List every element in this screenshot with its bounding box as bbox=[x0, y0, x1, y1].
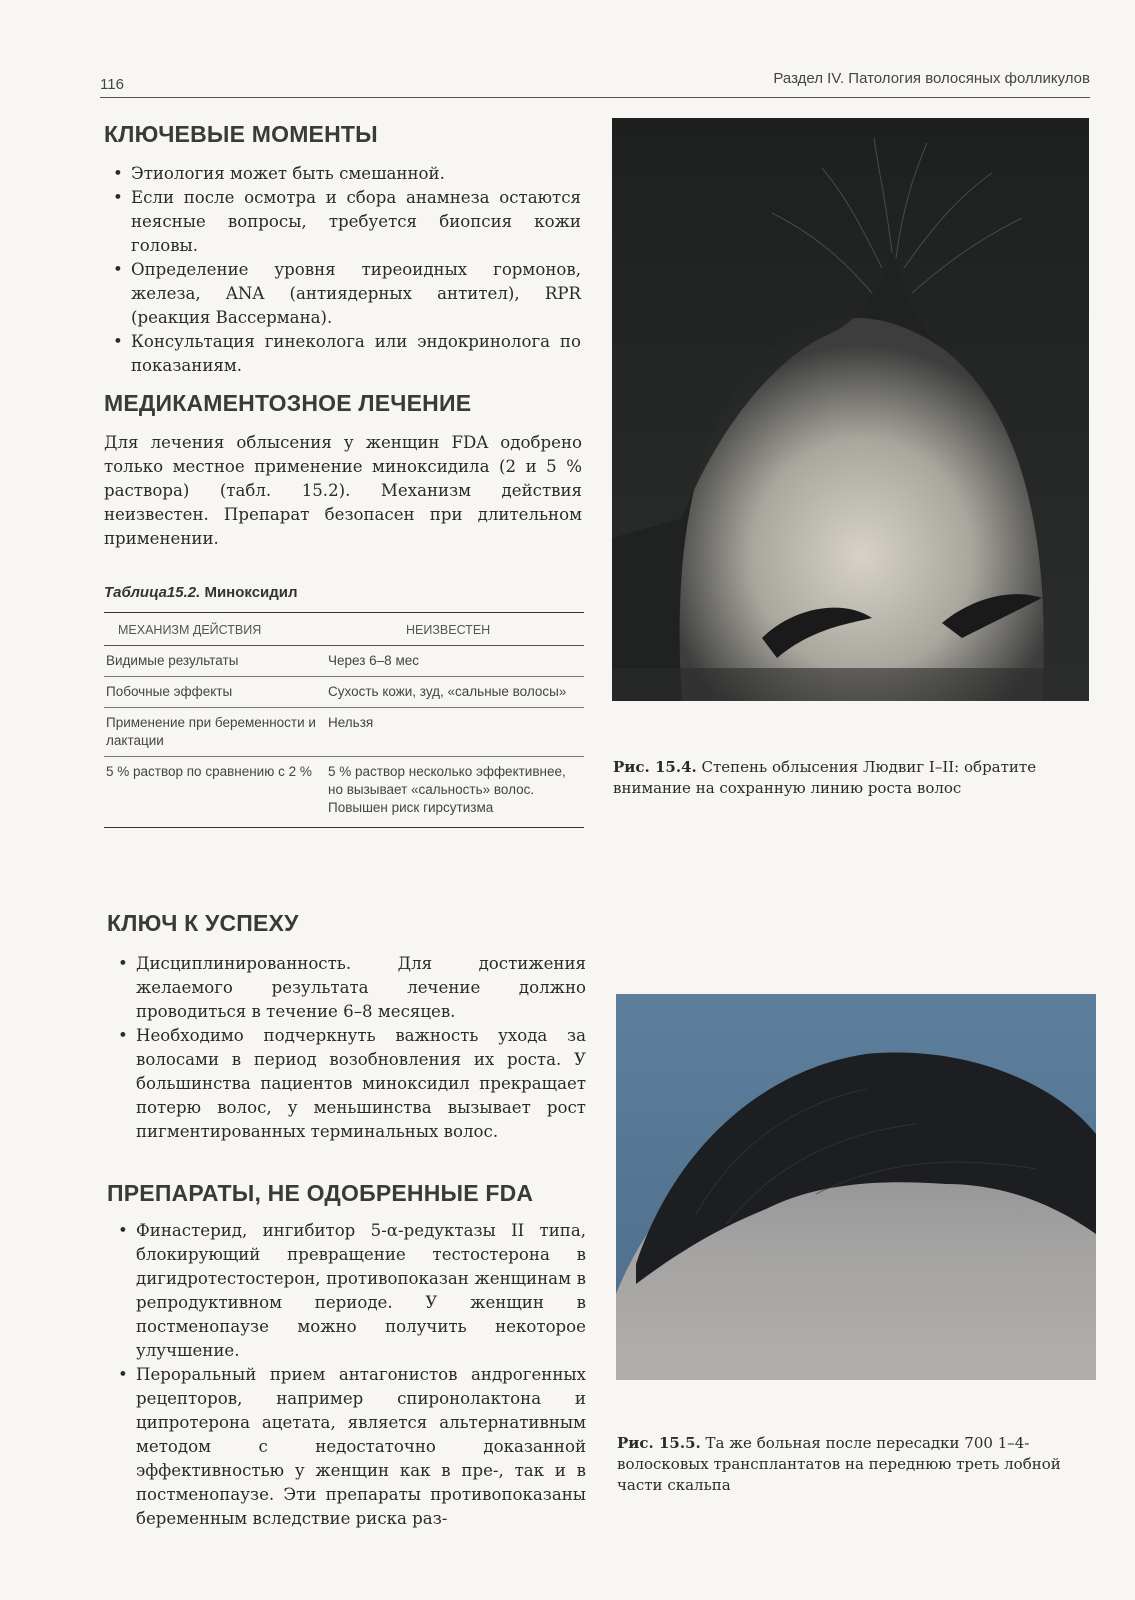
figure-label: Рис. 15.4. bbox=[613, 758, 697, 776]
forehead-photo-after-image bbox=[616, 994, 1096, 1380]
list-item: • Этиология может быть смешанной. bbox=[111, 162, 581, 186]
table-row bbox=[104, 677, 584, 708]
list-item: • Если после осмотра и сбора анамнеза остаются неясные вопросы, требуется биопсия кожи головы. bbox=[111, 186, 581, 258]
list-item: • Необходимо подчеркнуть важность ухода за волосами в период возобновления их роста. У большинства пациентов миноксидил прекращает потерю волос, у меньшинства вызывает рост пигментированных терминальных волос. bbox=[116, 1024, 586, 1144]
table-row bbox=[104, 708, 584, 757]
table-cell: Применение при беременности и лактации bbox=[104, 708, 328, 757]
table-cell: Через 6–8 мес bbox=[328, 646, 584, 677]
figure-caption bbox=[617, 1433, 1101, 1496]
list-item: • Дисциплинированность. Для достижения желаемого результата лечение должно проводиться в течение 6–8 месяцев. bbox=[116, 952, 586, 1024]
list-item: • Определение уровня тиреоидных гормонов, железа, ANA (антиядерных антител), RPR (реакция Вассермана). bbox=[111, 258, 581, 330]
forehead-photo-after bbox=[616, 994, 1096, 1380]
key-points-heading: КЛЮЧЕВЫЕ МОМЕНТЫ bbox=[104, 121, 378, 147]
table-cell: 5 % раствор по сравнению с 2 % bbox=[106, 764, 312, 779]
page-number: 116 bbox=[100, 76, 124, 93]
table-cell: Нельзя bbox=[328, 708, 584, 757]
list-item: • Пероральный прием антагонистов андрогенных рецепторов, например спиронолактона и ципротерона ацетата, является альтернативным методом с недостаточно доказанной эффективностью у женщин как в пре-, так и в постменопаузе. Эти препараты противопоказаны беременным вследствие риска раз- bbox=[116, 1363, 586, 1531]
forehead-photo-before-image bbox=[612, 118, 1089, 701]
table-row bbox=[104, 646, 584, 677]
drug-treatment-heading: МЕДИКАМЕНТОЗНОЕ ЛЕЧЕНИЕ bbox=[104, 390, 472, 416]
table-title: Миноксидил bbox=[204, 584, 298, 601]
figure-label: Рис. 15.5. bbox=[617, 1434, 701, 1452]
table-header-cell: МЕХАНИЗМ ДЕЙСТВИЯ bbox=[104, 613, 328, 646]
table-number: Таблица15.2. bbox=[104, 584, 201, 601]
success-key-heading: КЛЮЧ К УСПЕХУ bbox=[107, 910, 299, 936]
figure-caption-text: Степень облысения Людвиг I–II: обратите внимание на сохранную линию роста волос bbox=[613, 758, 1037, 797]
table-header-row bbox=[104, 613, 584, 646]
header-rule bbox=[100, 97, 1090, 98]
figure-caption bbox=[613, 757, 1091, 799]
list-item: • Консультация гинеколога или эндокринолога по показаниям. bbox=[111, 330, 581, 378]
running-header: Раздел IV. Патология волосяных фолликулов bbox=[773, 70, 1090, 87]
table-cell: Побочные эффекты bbox=[104, 677, 328, 708]
figure-caption-text: Та же больная после пересадки 700 1–4-волосковых трансплантатов на переднюю треть лобной части скальпа bbox=[617, 1434, 1061, 1494]
success-key-list bbox=[116, 952, 586, 1144]
table-cell: Видимые результаты bbox=[104, 646, 328, 677]
non-fda-heading: ПРЕПАРАТЫ, НЕ ОДОБРЕННЫЕ FDA bbox=[107, 1180, 534, 1206]
drug-treatment-paragraph: Для лечения облысения у женщин FDA одобрено только местное применение миноксидила (2 и 5 % раствора) (табл. 15.2). Механизм действия неизвестен. Препарат безопасен при длительном применении. bbox=[104, 433, 582, 548]
non-fda-list bbox=[116, 1219, 586, 1531]
forehead-photo-before bbox=[612, 118, 1089, 701]
table-header-cell: НЕИЗВЕСТЕН bbox=[328, 613, 584, 646]
table-cell: 5 % раствор несколько эффективнее, но вызывает «сальность» волос. Повышен риск гирсутизма bbox=[328, 764, 566, 815]
key-points-list bbox=[111, 162, 581, 378]
table-row bbox=[104, 757, 584, 828]
table-cell: Сухость кожи, зуд, «сальные волосы» bbox=[328, 677, 584, 708]
list-item: • Финастерид, ингибитор 5-α-редуктазы II типа, блокирующий превращение тестостерона в дигидротестостерон, противопоказан женщинам в репродуктивном периоде. У женщин в постменопаузе можно получить некоторое улучшение. bbox=[116, 1219, 586, 1363]
table-caption bbox=[104, 584, 298, 601]
minoxidil-table bbox=[104, 612, 584, 828]
